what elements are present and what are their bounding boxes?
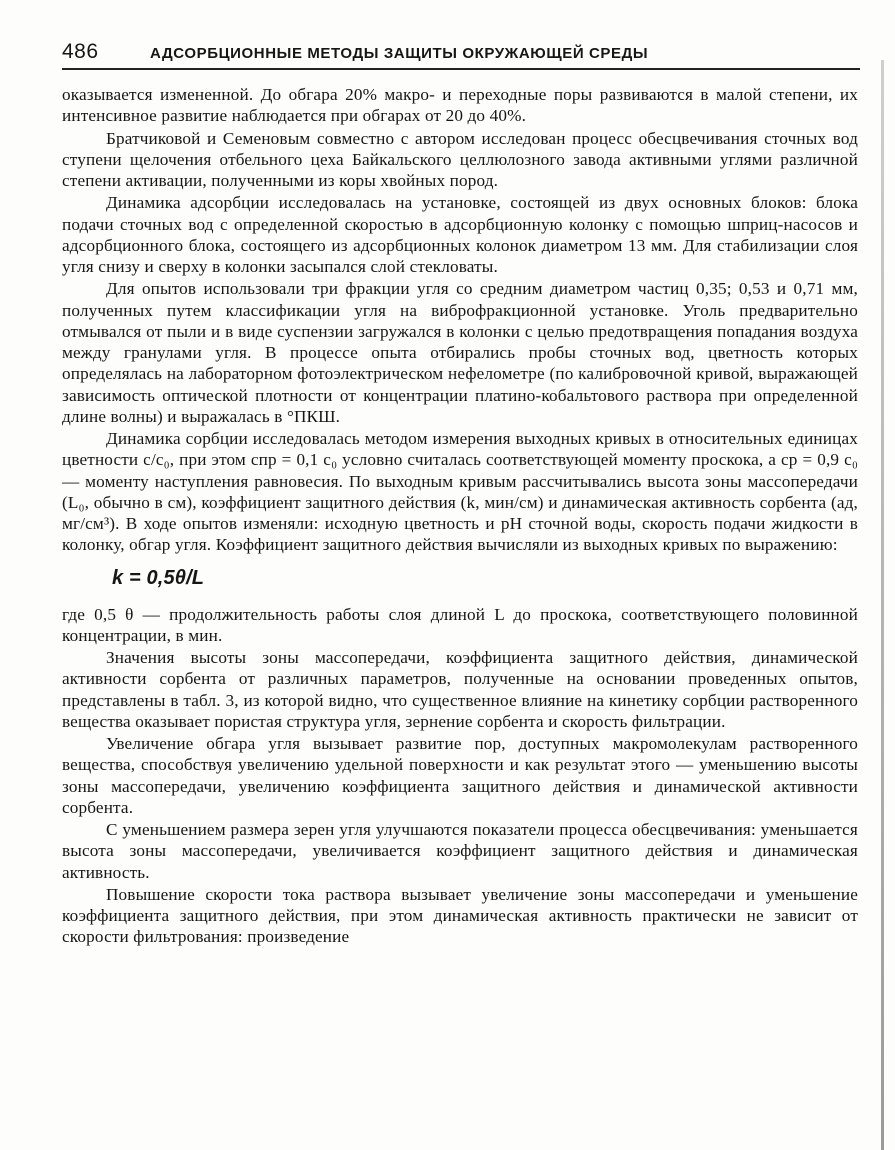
paragraph-10: Повышение скорости тока раствора вызывает увеличение зоны массопередачи и уменьшение коэффициента защитного действия, при этом динамическая активность практически не зависит от скорости фильтрования: произведение	[62, 884, 858, 947]
paragraph-4: Для опытов использовали три фракции угля со средним диаметром частиц 0,35; 0,53 и 0,71 мм, полученных путем классификации угля на виброфракционной установке. Уголь предварительно отмывался от пыли и в виде суспензии загружался в колонки с целью предотвращения попадания воздуха между гранулами угля. В процессе опыта отбирались пробы сточных вод, цветность которых определялась на лабораторном фотоэлектрическом нефелометре (по калибровочной кривой, выражающей зависимость оптической плотности от концентрации платино-кобальтового раствора при определенной длине волны) и выражалась в °ПКШ.	[62, 279, 858, 426]
body-text	[62, 84, 858, 948]
paragraph-3: Динамика адсорбции исследовалась на установке, состоящей из двух основных блоков: блока подачи сточных вод с определенной скоростью в адсорбционную колонку с помощью шприц-насосов и адсорбционного блока, состоящего из адсорбционных колонок диаметром 13 мм. Для стабилизации слоя угля снизу и сверху в колонки засыпался слой стекловаты.	[62, 193, 858, 276]
paragraph-5: Динамика сорбции исследовалась методом измерения выходных кривых в относительных единицах цветности c/c₀, при этом cпр = 0,1 c₀ условно считалась соответствующей моменту проскока, а cр = 0,9 c₀ — моменту наступления равновесия. По выходным кривым рассчитывались высота зоны массопередачи (L₀, обычно в см), коэффициент защитного действия (k, мин/см) и динамическая активность сорбента (aд, мг/см³). В ходе опытов изменяли: исходную цветность и pH сточной воды, скорость подачи жидкости в колонку, обгар угля. Коэффициент защитного действия вычисляли из выходных кривых по выражению:	[62, 429, 858, 555]
binding-edge	[881, 60, 884, 1150]
formula: k = 0,5θ/L	[112, 566, 205, 589]
page-header	[62, 34, 862, 64]
paragraph-6: где 0,5 θ — продолжительность работы слоя длиной L до проскока, соответствующего половинной концентрации, в мин.	[62, 604, 858, 645]
paragraph-2: Братчиковой и Семеновым совместно с автором исследован процесс обесцвечивания сточных вод ступени щелочения отбельного цеха Байкальского целлюлозного завода активными углями различной степени активации, полученными из коры хвойных пород.	[62, 128, 858, 190]
paragraph-7: Значения высоты зоны массопередачи, коэффициента защитного действия, динамической активности сорбента от различных параметров, полученные на основании проведенных опытов, представлены в табл. 3, из которой видно, что существенное влияние на кинетику сорбции растворенного вещества оказывает пористая структура угля, зернение сорбента и скорость фильтрации.	[62, 648, 858, 731]
running-title: АДСОРБЦИОННЫЕ МЕТОДЫ ЗАЩИТЫ ОКРУЖАЮЩЕЙ СРЕДЫ	[150, 45, 649, 62]
paragraph-9: С уменьшением размера зерен угля улучшаются показатели процесса обесцвечивания: уменьшается высота зоны массопередачи, увеличивается коэффициент защитного действия и динамическая активность.	[62, 820, 858, 882]
header-rule	[62, 68, 860, 70]
page-number: 486	[62, 40, 99, 63]
paragraph-1: оказывается измененной. До обгара 20% макро- и переходные поры развиваются в малой степени, их интенсивное развитие наблюдается при обгарах от 20 до 40%.	[62, 85, 858, 126]
paragraph-8: Увеличение обгара угля вызывает развитие пор, доступных макромолекулам растворенного вещества, способствуя увеличению удельной поверхности и как результат этого — уменьшению высоты зоны массопередачи, увеличению коэффициента защитного действия и динамической активности сорбента.	[62, 734, 858, 817]
